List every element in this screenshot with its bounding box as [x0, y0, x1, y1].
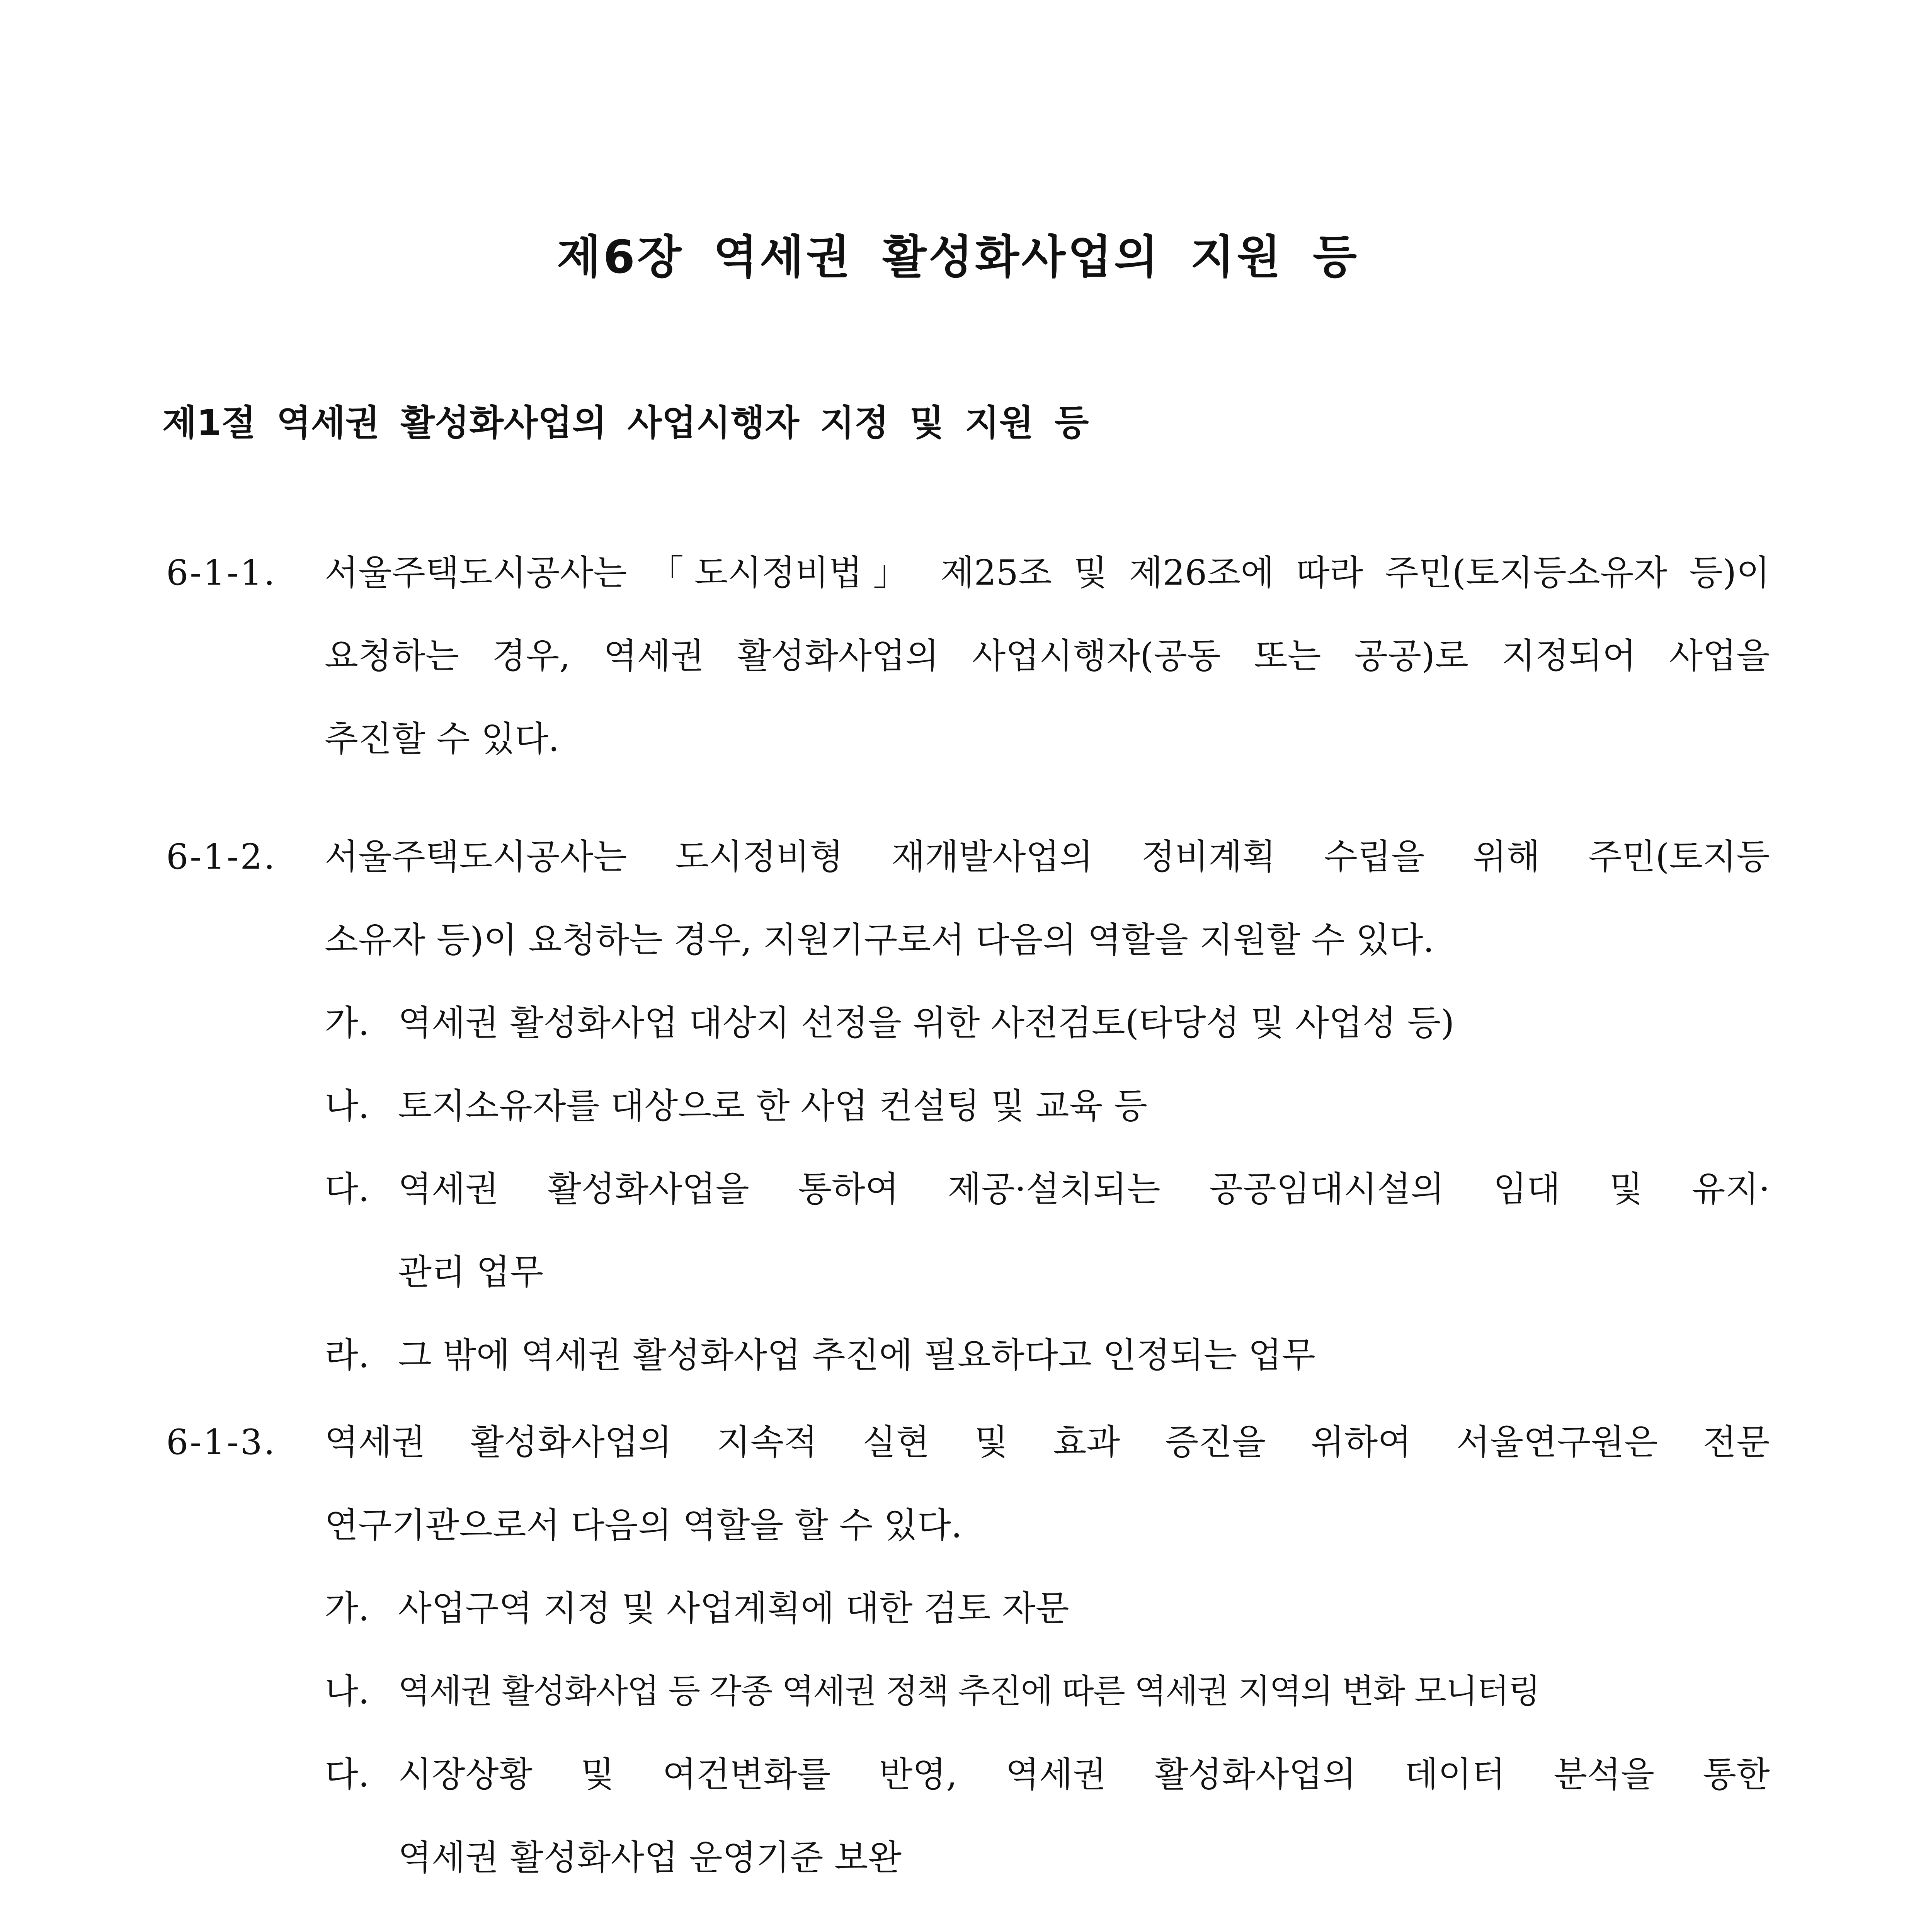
list-item-text: 역세권 활성화사업 대상지 선정을 위한 사전검토(타당성 및 사업성 등) [398, 1003, 1455, 1043]
list-item-marker: 가. [325, 1003, 369, 1043]
list-item [166, 1314, 1770, 1397]
list-item-marker: 나. [325, 1671, 369, 1712]
article-text: 소유자 등)이 요청하는 경우, 지원기구로서 다음의 역할을 지원할 수 있다. [325, 920, 1434, 960]
article-line [166, 1401, 1770, 1484]
list-item-marker: 라. [325, 1335, 369, 1376]
list-item-text: 역세권 활성화사업을 통하여 제공·설치되는 공공임대시설의 임대 및 유지· [398, 1169, 1770, 1209]
article-text: 서울주택도시공사는 「도시정비법」 제25조 및 제26조에 따라 주민(토지등소유자 등)이 [325, 553, 1770, 593]
list-item [166, 1650, 1770, 1733]
article-text: 서울주택도시공사는 도시정비형 재개발사업의 정비계획 수립을 위해 주민(토지등 [325, 837, 1770, 877]
article-number: 6-1-2. [166, 837, 277, 877]
article-text: 연구기관으로서 다음의 역할을 할 수 있다. [325, 1505, 962, 1546]
list-item-text: 관리 업무 [398, 1252, 544, 1293]
article-number: 6-1-1. [166, 553, 277, 593]
list-item-marker: 다. [325, 1754, 369, 1795]
list-item-text: 사업구역 지정 및 사업계획에 대한 검토 자문 [398, 1588, 1069, 1629]
list-item-text: 시장상황 및 여건변화를 반영, 역세권 활성화사업의 데이터 분석을 통한 [398, 1754, 1770, 1795]
article-text: 요청하는 경우, 역세권 활성화사업의 사업시행자(공동 또는 공공)로 지정되어 사업을 [325, 636, 1770, 676]
article-number: 6-1-3. [166, 1422, 277, 1463]
article-6-1-1 [166, 531, 1770, 781]
list-item-text: 역세권 활성화사업 등 각종 역세권 정책 추진에 따른 역세권 지역의 변화 모니터링 [398, 1672, 1540, 1711]
list-item-text: 토지소유자를 대상으로 한 사업 컨설팅 및 교육 등 [398, 1086, 1148, 1126]
chapter-title: 제6장 역세권 활성화사업의 지원 등 [556, 230, 1360, 284]
list-item-marker: 가. [325, 1588, 369, 1629]
list-item-marker: 나. [325, 1086, 369, 1126]
article-line [166, 697, 1770, 781]
list-item-marker: 다. [325, 1169, 369, 1209]
article-line [166, 1484, 1770, 1567]
article-line [166, 815, 1770, 898]
article-6-1-2 [166, 815, 1770, 1397]
list-item [166, 1065, 1770, 1148]
article-line [166, 614, 1770, 697]
list-item [166, 1148, 1770, 1231]
article-line [166, 531, 1770, 614]
article-line [166, 898, 1770, 981]
list-item-text: 역세권 활성화사업 운영기준 보완 [398, 1837, 902, 1878]
list-item [166, 1733, 1770, 1816]
list-item-continuation [166, 1816, 1770, 1899]
section-title: 제1절 역세권 활성화사업의 사업시행자 지정 및 지원 등 [162, 402, 1089, 444]
article-text: 역세권 활성화사업의 지속적 실현 및 효과 증진을 위하여 서울연구원은 전문 [325, 1422, 1770, 1463]
list-item [166, 981, 1770, 1065]
list-item [166, 1567, 1770, 1650]
list-item-text: 그 밖에 역세권 활성화사업 추진에 필요하다고 인정되는 업무 [398, 1335, 1315, 1376]
list-item-continuation [166, 1231, 1770, 1314]
article-6-1-3 [166, 1401, 1770, 1899]
article-text: 추진할 수 있다. [325, 719, 560, 759]
